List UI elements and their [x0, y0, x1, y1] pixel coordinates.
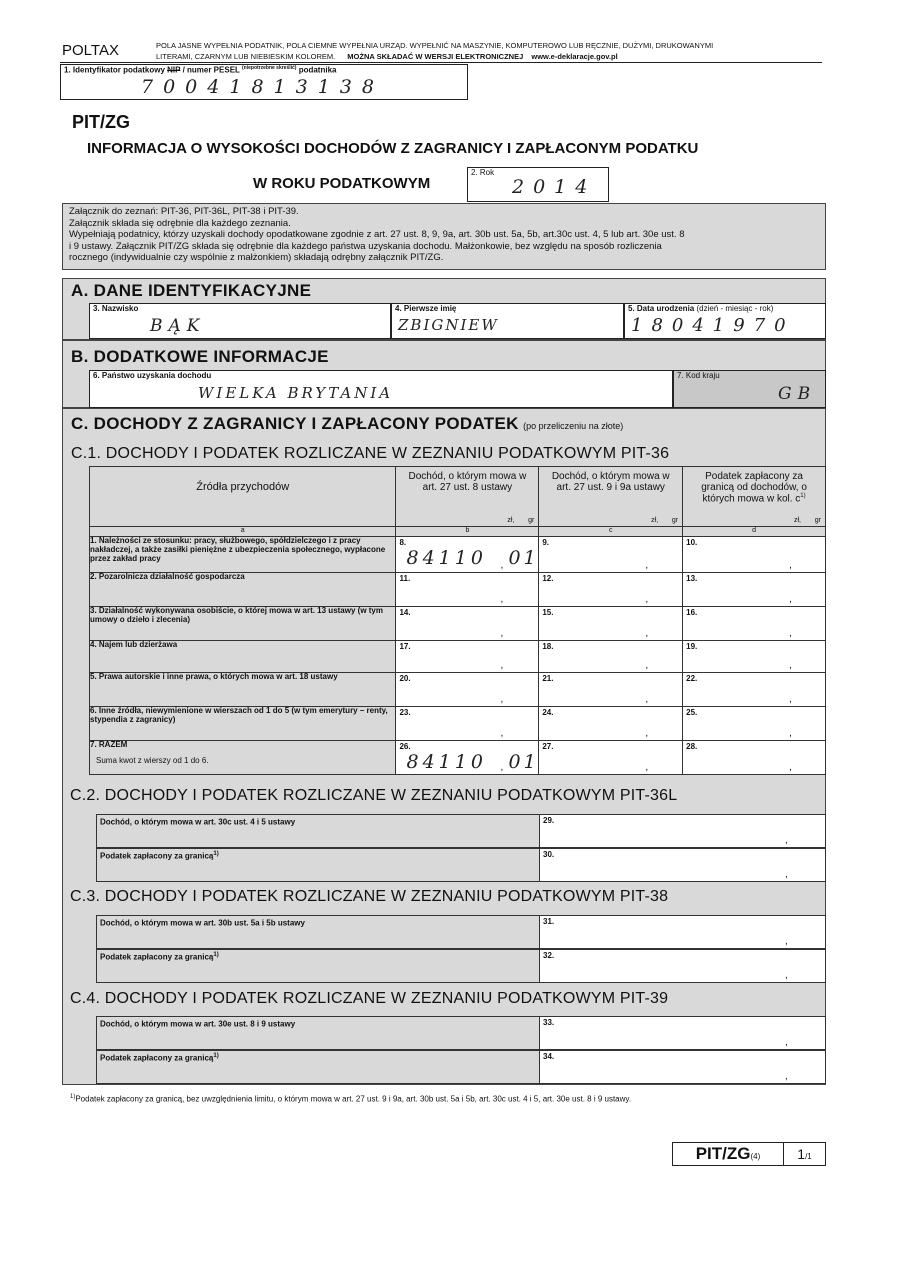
cell-d[interactable]	[683, 537, 826, 573]
section-b	[62, 340, 826, 408]
footer-box	[672, 1142, 826, 1166]
cell-number: 34.	[543, 1052, 555, 1061]
cell-c[interactable]	[539, 641, 683, 673]
comma: ,	[785, 970, 788, 981]
c3-row-input[interactable]	[540, 916, 825, 948]
table-row	[90, 741, 826, 775]
comma: ,	[789, 594, 792, 605]
comma: ,	[645, 728, 649, 739]
cell-number: 22.	[686, 674, 698, 683]
birth-date-label: 5. Data urodzenia (dzień - miesiąc - rok)	[628, 304, 774, 313]
cell-number: 26.	[399, 742, 411, 751]
row-label-cell	[90, 573, 396, 607]
section-b-title: B. DODATKOWE INFORMACJE	[71, 347, 329, 366]
table-row	[90, 573, 826, 607]
cell-number: 14.	[399, 608, 411, 617]
c1-title: C.1. DOCHODY I PODATEK ROZLICZANE W ZEZNANIU PODATKOWYM PIT-36	[71, 445, 670, 462]
cell-b[interactable]	[396, 741, 539, 775]
c3-row	[96, 949, 826, 983]
comma: ,	[645, 660, 649, 671]
cell-number: 19.	[686, 642, 698, 651]
identifier-field[interactable]	[60, 64, 468, 100]
comma: ,	[645, 594, 649, 605]
instructions-line-2	[156, 52, 618, 61]
c2-row-input[interactable]	[540, 849, 825, 881]
cell-value-zl: 84110	[406, 547, 487, 569]
cell-c[interactable]	[539, 537, 683, 573]
cell-number: 10.	[686, 538, 698, 547]
comma: ,	[789, 728, 792, 739]
letter-c: c	[539, 527, 683, 537]
row-label-cell	[90, 707, 396, 741]
c2-row-label: Podatek zapłacony za granicą$^{1)}$	[97, 849, 540, 881]
cell-d[interactable]	[683, 741, 826, 775]
cell-number: 25.	[686, 708, 698, 717]
comma: ,	[645, 628, 649, 639]
c2-row-label: Dochód, o którym mowa w art. 30c ust. 4 i 5 ustawy	[97, 815, 540, 847]
c4-row-input[interactable]	[540, 1051, 825, 1083]
cell-number: 18.	[542, 642, 554, 651]
first-name-value: ZBIGNIEW	[398, 316, 499, 334]
col-header-c: Dochód, o którym mowa w art. 27 ust. 9 i 9a ustawy zł, gr	[539, 467, 683, 527]
row-label: 4. Najem lub dzierżawa	[90, 640, 178, 649]
col-header-d: Podatek zapłacony za granicą od dochodów, o których mowa w kol. $c^{1)}$ zł, gr	[683, 467, 826, 527]
country-value: WIELKA BRYTANIA	[198, 384, 394, 402]
cell-value-zl: 84110	[406, 751, 487, 773]
comma: ,	[785, 869, 788, 880]
comma: ,	[789, 762, 792, 773]
form-title-line-1: INFORMACJA O WYSOKOŚCI DOCHODÓW Z ZAGRANICY I ZAPŁACONYM PODATKU	[87, 140, 699, 157]
c3-row-label: Dochód, o którym mowa w art. 30b ust. 5a i 5b ustawy	[97, 916, 540, 948]
cell-c[interactable]	[539, 607, 683, 641]
c2-row-input[interactable]	[540, 815, 825, 847]
c2-row	[96, 814, 826, 848]
country-label: 6. Państwo uzyskania dochodu	[93, 371, 212, 380]
c3-row-input[interactable]	[540, 950, 825, 982]
c4-row-label: Dochód, o którym mowa w art. 30e ust. 8 i 9 ustawy	[97, 1017, 540, 1049]
table-row	[90, 707, 826, 741]
form-code: PIT/ZG	[72, 112, 130, 132]
c1-table	[89, 466, 826, 775]
brand: POLTAX	[62, 42, 119, 59]
cell-b[interactable]	[396, 537, 539, 573]
cell-b[interactable]	[396, 707, 539, 741]
instructions-part-b: MOŻNA SKŁADAĆ W WERSJI ELEKTRONICZNEJ	[347, 52, 524, 61]
cell-number: 29.	[543, 816, 555, 825]
identifier-label: 1. Identyfikator podatkowy NIP / numer PESEL $^{(niepotrzebne skreślić)}$ podatnika	[64, 65, 337, 75]
row-label-cell	[90, 741, 396, 775]
row-label: 3. Działalność wykonywana osobiście, o której mowa w art. 13 ustawy (w tym umowy o dzieło i zlecenia)	[90, 606, 383, 624]
comma: ,	[645, 560, 649, 571]
birth-date-field[interactable]	[624, 303, 826, 339]
cell-value-gr: 01	[508, 751, 539, 773]
cell-number: 20.	[399, 674, 411, 683]
note-1: Załącznik do zeznań: PIT-36, PIT-36L, PIT-38 i PIT-39.	[69, 206, 299, 217]
note-3: Wypełniają podatnicy, którzy uzyskali dochody opodatkowane zgodnie z art. 27 ust. 8, 9, 9a, art. 30b ust. 5a, 5b, art.30c ust. 4, 5 lub art. 30e ust. 8	[69, 229, 685, 240]
cell-number: 28.	[686, 742, 698, 751]
section-a	[62, 278, 826, 340]
cell-b[interactable]	[396, 673, 539, 707]
note-2: Załącznik składa się odrębnie dla każdego zeznania.	[69, 217, 291, 229]
comma: ,	[500, 594, 504, 605]
birth-date-value: 18041970	[631, 315, 795, 336]
cell-number: 30.	[543, 850, 555, 859]
row-label: 2. Pozarolnicza działalność gospodarcza	[90, 572, 245, 581]
first-name-label: 4. Pierwsze imię	[395, 304, 457, 313]
c3-row-label: Podatek zapłacony za granicą$^{1)}$	[97, 950, 540, 982]
cell-b[interactable]	[396, 573, 539, 607]
cell-c[interactable]	[539, 573, 683, 607]
identifier-value: 70041813138	[141, 76, 384, 98]
comma: ,	[500, 628, 504, 639]
letter-b: b	[396, 527, 539, 537]
comma: ,	[785, 1071, 788, 1082]
col-header-sources: Źródła przychodów	[90, 467, 396, 527]
cell-number: 24.	[542, 708, 554, 717]
comma: ,	[789, 628, 792, 639]
comma: ,	[645, 694, 649, 705]
row-label: 5. Prawa autorskie i inne prawa, o których mowa w art. 18 ustawy	[90, 672, 338, 681]
table-row	[90, 537, 826, 573]
country-code-value: GB	[778, 384, 817, 404]
c4-row-label: Podatek zapłacony za granicą$^{1)}$	[97, 1051, 540, 1083]
c2-title: C.2. DOCHODY I PODATEK ROZLICZANE W ZEZNANIU PODATKOWYM PIT-36L	[70, 787, 678, 804]
surname-field[interactable]	[89, 303, 391, 339]
form-title-line-2: W ROKU PODATKOWYM	[253, 175, 431, 192]
section-c-title: C. DOCHODY Z ZAGRANICY I ZAPŁACONY PODATEK (po przeliczeniu na złote)	[71, 414, 624, 433]
cell-d[interactable]	[683, 573, 826, 607]
comma: ,	[785, 936, 788, 947]
instructions-line-1: POLA JASNE WYPEŁNIA PODATNIK, POLA CIEMNE WYPEŁNIA URZĄD. WYPEŁNIĆ NA MASZYNIE, KOMPUTEROWO LUB RĘCZNIE, DUŻYMI, DRUKOWANYMI	[156, 41, 714, 50]
year-field[interactable]	[467, 167, 609, 202]
comma: ,	[500, 728, 504, 739]
table-row	[90, 673, 826, 707]
cell-d[interactable]	[683, 641, 826, 673]
c4-row	[96, 1016, 826, 1050]
comma: ,	[500, 762, 504, 773]
footnote: $^{1)}$Podatek zapłacony za granicą, bez uwzględnienia limitu, o którym mowa w art. 27 ust. 9 i 9a, art. 30b ust. 5a i 5b, art. 30c ust. 4 i 5, art. 30e ust. 8 i 9 ustawy.	[70, 1094, 632, 1104]
cell-number: 8.	[399, 538, 407, 547]
row-sublabel: Suma kwot z wierszy od 1 do 6.	[96, 755, 209, 765]
footer-form-code: PIT/ZG(4)	[673, 1143, 784, 1165]
note-5: rocznego (indywidualnie czy wspólnie z małżonkiem) składają odrębny załącznik PIT/ZG.	[69, 252, 444, 263]
note-4: i 9 ustawy. Załącznik PIT/ZG składa się odrębnie dla każdego państwa uzyskania dochodu. Małżonkowie, bez względu na sposób rozliczenia	[69, 240, 662, 252]
surname-label: 3. Nazwisko	[93, 304, 139, 313]
cell-value-gr: 01	[508, 547, 539, 569]
comma: ,	[789, 560, 792, 571]
first-name-field[interactable]	[391, 303, 624, 339]
c4-title: C.4. DOCHODY I PODATEK ROZLICZANE W ZEZNANIU PODATKOWYM PIT-39	[70, 990, 669, 1007]
cell-number: 33.	[543, 1018, 555, 1027]
comma: ,	[789, 660, 792, 671]
row-label-cell	[90, 607, 396, 641]
country-code-label: 7. Kod kraju	[677, 371, 720, 380]
instructions-part-c: www.e-deklaracje.gov.pl	[531, 52, 618, 61]
row-label-cell	[90, 641, 396, 673]
cell-b[interactable]	[396, 641, 539, 673]
cell-number: 16.	[686, 608, 698, 617]
comma: ,	[645, 762, 649, 773]
comma: ,	[789, 694, 792, 705]
section-a-title: A. DANE IDENTYFIKACYJNE	[71, 281, 312, 300]
row-label: 1. Należności ze stosunku: pracy, służbowego, spółdzielczego i z pracy nakładczej, a także zasiłki pieniężne z ubezpieczenia społecznego, wypłacone przez zakład pracy	[90, 536, 386, 563]
comma: ,	[785, 835, 788, 846]
row-label: 6. Inne źródła, niewymienione w wierszach od 1 do 5 (w tym emerytury – renty, stypendia z zagranicy)	[90, 706, 388, 724]
cell-d[interactable]	[683, 607, 826, 641]
cell-b[interactable]	[396, 607, 539, 641]
cell-number: 21.	[542, 674, 554, 683]
cell-number: 32.	[543, 951, 555, 960]
col-header-b: Dochód, o którym mowa w art. 27 ust. 8 ustawy zł, gr	[396, 467, 539, 527]
header-rule	[60, 62, 822, 63]
notes-panel	[62, 203, 826, 270]
country-code-field	[673, 370, 826, 408]
cell-c[interactable]	[539, 741, 683, 775]
c2-row	[96, 848, 826, 882]
cell-number: 31.	[543, 917, 555, 926]
comma: ,	[500, 660, 504, 671]
table-row	[90, 607, 826, 641]
cell-number: 23.	[399, 708, 411, 717]
comma: ,	[500, 694, 504, 705]
cell-number: 15.	[542, 608, 554, 617]
c4-row	[96, 1050, 826, 1084]
cell-number: 27.	[542, 742, 554, 751]
table-row	[90, 641, 826, 673]
c3-row	[96, 915, 826, 949]
cell-c[interactable]	[539, 707, 683, 741]
cell-number: 11.	[399, 574, 411, 583]
cell-d[interactable]	[683, 673, 826, 707]
footer-page: 1/1	[797, 1146, 812, 1162]
c3-title: C.3. DOCHODY I PODATEK ROZLICZANE W ZEZNANIU PODATKOWYM PIT-38	[70, 888, 669, 905]
cell-c[interactable]	[539, 673, 683, 707]
cell-number: 9.	[542, 538, 549, 547]
cell-number: 17.	[399, 642, 411, 651]
cell-d[interactable]	[683, 707, 826, 741]
cell-number: 12.	[542, 574, 554, 583]
instructions-part-a: LITERAMI, CZARNYM LUB NIEBIESKIM KOLOREM.	[156, 52, 336, 61]
year-value: 2014	[512, 176, 597, 198]
c4-row-input[interactable]	[540, 1017, 825, 1049]
comma: ,	[500, 560, 504, 571]
surname-value: BĄK	[150, 316, 206, 336]
cell-number: 13.	[686, 574, 698, 583]
row-label: 7. RAZEM	[90, 740, 128, 749]
letter-a: a	[90, 527, 396, 537]
letter-d: d	[683, 527, 826, 537]
comma: ,	[785, 1037, 788, 1048]
year-label: 2. Rok	[471, 168, 495, 177]
country-field[interactable]	[89, 370, 673, 408]
row-label-cell	[90, 673, 396, 707]
row-label-cell	[90, 537, 396, 573]
